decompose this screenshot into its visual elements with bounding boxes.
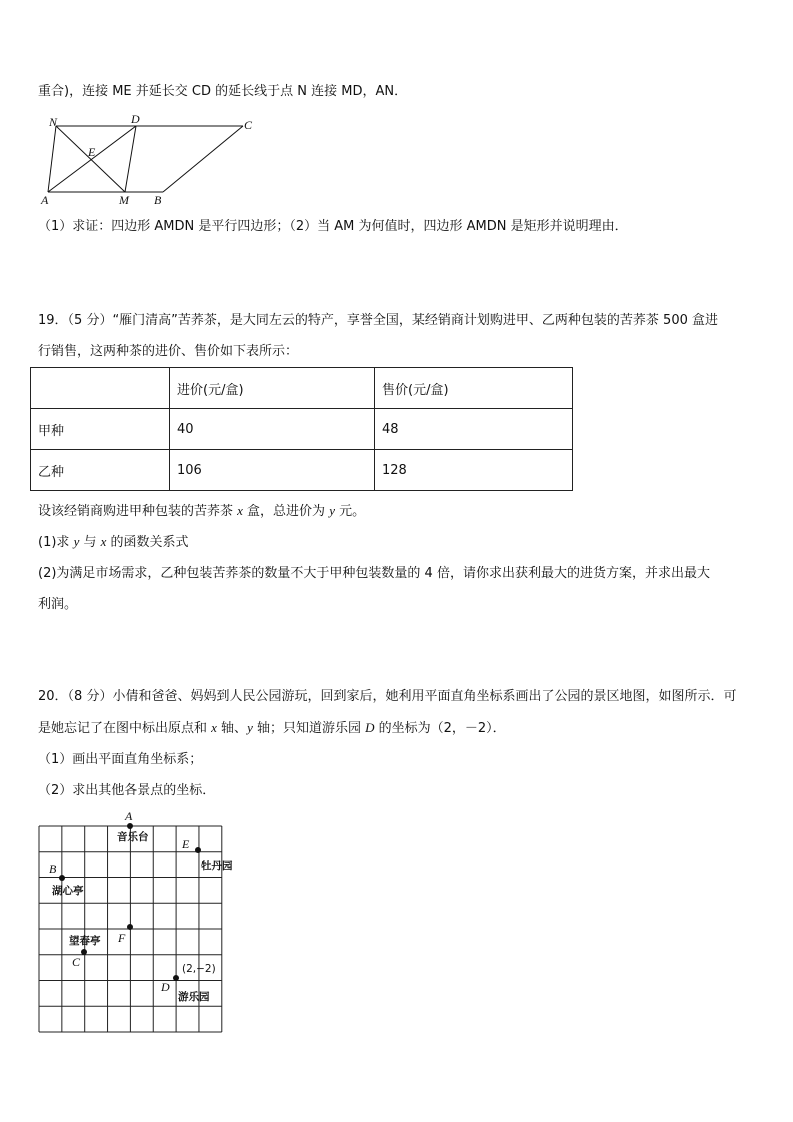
table-cell: 48 (375, 409, 573, 450)
table-header-row (31, 368, 573, 409)
table-header-cell (31, 368, 170, 409)
label-D: D (131, 112, 140, 126)
q19-part2-line1: (2)为满足市场需求，乙种包装苦荞茶的数量不大于甲种包装数量的 4 倍，请你求出获利最大的进货方案，并求出最大 (38, 566, 710, 581)
table-cell: 40 (170, 409, 375, 450)
point-A (127, 823, 133, 829)
table-row (31, 450, 573, 491)
label-A: A (125, 809, 133, 823)
table-row (31, 409, 573, 450)
point-E (195, 847, 201, 853)
table-cell: 乙种 (31, 450, 170, 491)
label-B: B (49, 862, 57, 876)
q19-setup: 设该经销商购进甲种包装的苦荞茶 x 盒，总进价为 y 元。 (38, 503, 366, 519)
name-A: 音乐台 (117, 831, 149, 843)
parallelogram-figure (38, 112, 268, 208)
point-D (173, 975, 179, 981)
label-E: E (88, 145, 96, 159)
name-B: 湖心亭 (52, 885, 84, 897)
coord-D: (2,−2) (182, 963, 216, 975)
name-C: 望春亭 (69, 935, 101, 947)
label-D: D (161, 980, 170, 994)
name-E: 牡丹园 (201, 860, 233, 872)
table-cell: 128 (375, 450, 573, 491)
q18-parts: （1）求证：四边形 AMDN 是平行四边形；（2）当 AM 为何值时，四边形 AMDN 是矩形并说明理由． (38, 219, 628, 234)
q18-intro: 重合)，连接 ME 并延长交 CD 的延长线于点 N 连接 MD，AN． (38, 84, 408, 99)
label-C: C (72, 955, 81, 969)
table-header-cell: 进价(元/盒) (170, 368, 375, 409)
park-map-grid (30, 806, 250, 1036)
label-N: N (49, 115, 58, 129)
point-F (127, 924, 133, 930)
q19-part2-line2: 利润。 (38, 597, 78, 612)
label-E: E (182, 837, 190, 851)
q20-part2: （2）求出其他各景点的坐标． (38, 783, 216, 798)
label-B: B (154, 193, 162, 207)
label-A: A (41, 193, 49, 207)
q19-line2: 行销售，这两种茶的进价、售价如下表所示： (38, 344, 299, 359)
q19-part1: (1)求 y 与 x 的函数关系式 (38, 534, 189, 550)
point-C (81, 949, 87, 955)
table-cell: 甲种 (31, 409, 170, 450)
q20-line1: 20．（8 分）小倩和爸爸、妈妈到人民公园游玩，回到家后，她利用平面直角坐标系画出了公园的景区地图，如图所示．可 (38, 689, 737, 704)
q20-line2: 是她忘记了在图中标出原点和 x 轴、y 轴；只知道游乐园 D 的坐标为（2，－2）． (38, 720, 506, 736)
name-D: 游乐园 (178, 991, 210, 1003)
table-header-cell: 售价(元/盒) (375, 368, 573, 409)
table-cell: 106 (170, 450, 375, 491)
label-M: M (119, 193, 129, 207)
q19-line1: 19．（5 分）“雁门清高”苦荞茶，是大同左云的特产，享誉全国，某经销商计划购进甲、乙两种包装的苦荞茶 500 盒进 (38, 313, 718, 328)
q20-part1: （1）画出平面直角坐标系； (38, 752, 203, 767)
label-F: F (118, 931, 126, 945)
label-C: C (244, 118, 253, 132)
point-B (59, 875, 65, 881)
price-table (30, 367, 573, 491)
